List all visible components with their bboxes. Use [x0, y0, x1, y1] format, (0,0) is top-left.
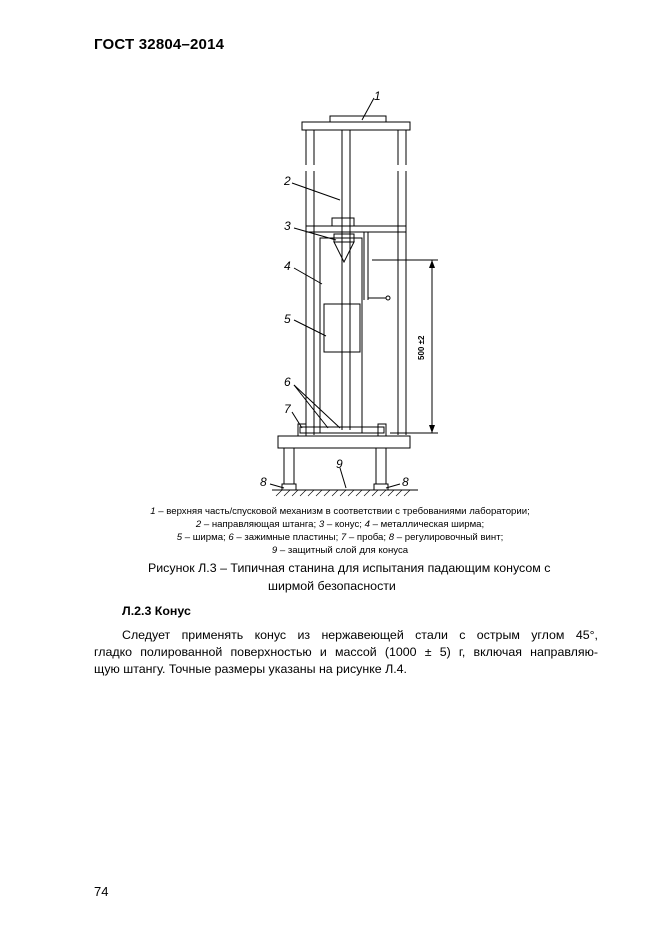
- dim-arrow-bottom: [429, 425, 435, 433]
- legend-line-1: [60, 505, 620, 518]
- release-mechanism: [330, 116, 386, 122]
- callout-5: 5: [284, 312, 291, 326]
- legend-text: – проба;: [346, 532, 389, 543]
- dimension-label: 500 ±2: [417, 335, 426, 360]
- paragraph-line-3: щую штангу. Точные размеры указаны на рисунке Л.4.: [94, 662, 407, 676]
- callout-9: 9: [336, 457, 343, 471]
- legend-num: 3: [318, 519, 325, 530]
- legend-num: 2: [195, 519, 202, 530]
- callout-3: 3: [284, 219, 291, 233]
- legend-text: – конус;: [324, 519, 365, 530]
- callout-2: 2: [284, 174, 291, 188]
- rod-clamp: [332, 218, 354, 226]
- paragraph-line-2: гладко полированной поверхностью и массой (1000 ± 5) г, включая направляю-: [94, 645, 598, 659]
- legend-num: 5: [176, 532, 183, 543]
- legend-text: – направляющая штанга;: [201, 519, 319, 530]
- cone: [334, 242, 354, 262]
- legend-text: – зажимные пластины;: [233, 532, 341, 543]
- document-header: ГОСТ 32804–2014: [94, 36, 225, 53]
- callout-4: 4: [284, 259, 291, 273]
- legend-line-3: [60, 531, 620, 544]
- dim-arrow-top: [429, 260, 435, 268]
- legend-line-2: [60, 518, 620, 531]
- callout-1: 1: [374, 89, 381, 103]
- callout-8-left: 8: [260, 475, 267, 489]
- top-plate: [302, 122, 410, 130]
- legend-num: 6: [228, 532, 234, 543]
- metal-screen: [320, 238, 362, 433]
- legend-text: – защитный слой для конуса: [277, 545, 409, 556]
- legend-num: 7: [340, 532, 347, 543]
- legend-text: – ширма;: [182, 532, 229, 543]
- legend-num: 1: [150, 506, 156, 517]
- left-leg: [284, 448, 294, 484]
- figure-caption-line-1: Рисунок Л.3 – Типичная станина для испытания падающим конусом с: [148, 561, 551, 575]
- page-number: 74: [94, 884, 109, 899]
- paragraph-line-1: Следует применять конус из нержавеющей стали с острым углом 45°,: [122, 628, 598, 642]
- legend-line-4: [60, 544, 620, 557]
- legend-text: – металлическая ширма;: [369, 519, 485, 530]
- section-heading: Л.2.3 Конус: [122, 604, 191, 618]
- middle-plate: [306, 226, 406, 232]
- legend-text: – верхняя часть/спусковой механизм в соответствии с требованиями лаборатории;: [155, 506, 530, 517]
- legend-num: 8: [388, 532, 395, 543]
- base-plate: [278, 436, 410, 448]
- legend-text: – регулировочный винт;: [394, 532, 504, 543]
- legend-num: 4: [364, 519, 370, 530]
- legend-num: 9: [271, 545, 278, 556]
- callout-8-right: 8: [402, 475, 409, 489]
- figure-caption-line-2: ширмой безопасности: [268, 579, 396, 593]
- callout-7: 7: [284, 402, 291, 416]
- callout-6: 6: [284, 375, 291, 389]
- right-leg: [376, 448, 386, 484]
